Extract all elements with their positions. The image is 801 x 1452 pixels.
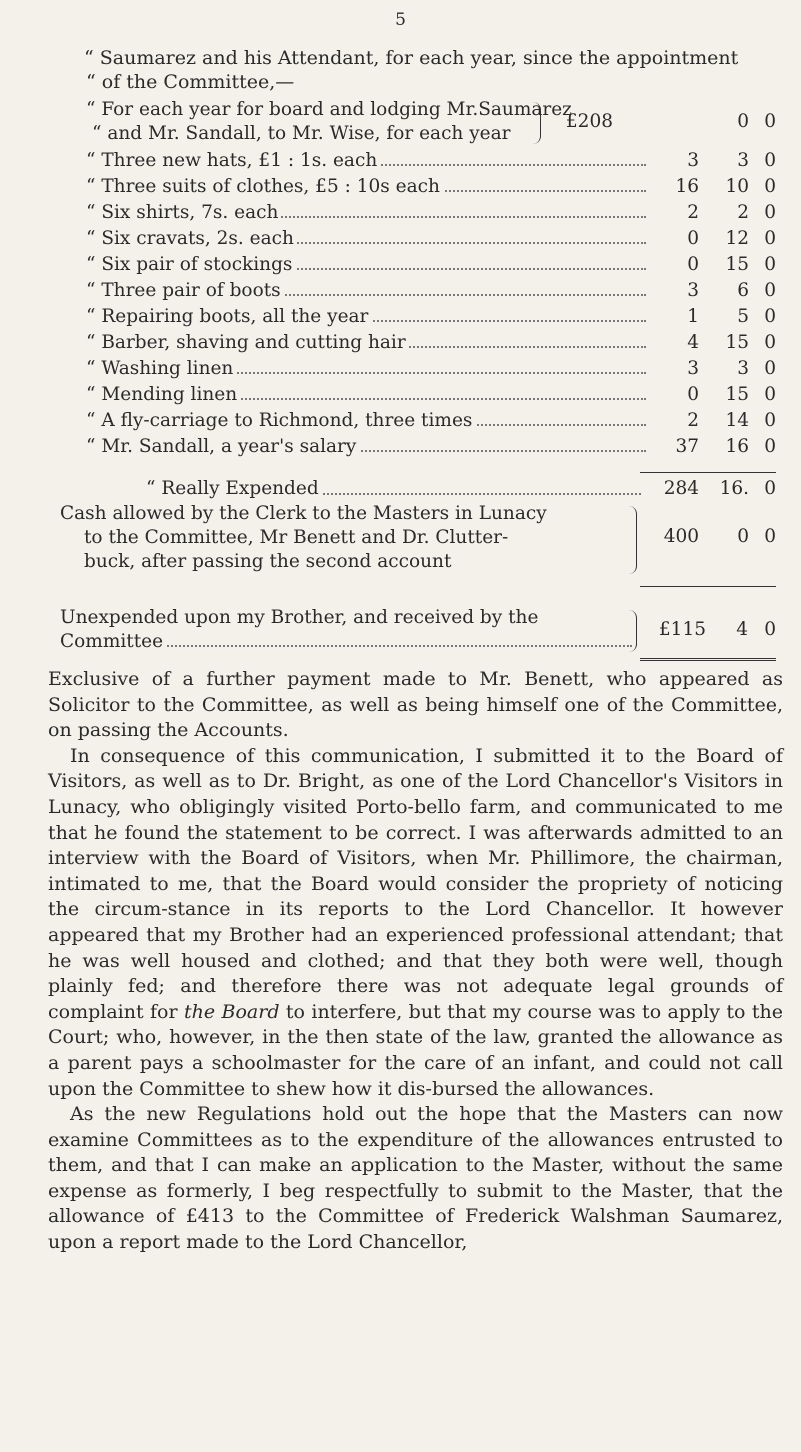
expense-label: “ Six pair of stockings	[86, 254, 295, 275]
expense-pounds: 0	[687, 254, 699, 275]
expense-label: “ Barber, shaving and cutting hair	[86, 332, 409, 353]
expense-shillings: 15	[725, 384, 749, 405]
final-double-rule	[640, 658, 776, 661]
paragraph-2-emphasis: the Board	[183, 1000, 280, 1023]
expense-label: “ A fly-carriage to Richmond, three times	[86, 410, 475, 431]
expense-shillings: 3	[737, 150, 749, 171]
paragraph-2-part-b: to interfere, but that my course was to apply to the Court; who, however, in the then state of the law, granted the allowance as a parent pays a schoolmaster for the care of an infant, and could not call upon the Committee to shew how it dis-bursed the allowances.	[48, 1000, 783, 1100]
expense-row	[86, 226, 776, 252]
unexpended-line-1: Unexpended upon my Brother, and received by the	[60, 607, 539, 628]
expense-pounds: 37	[675, 436, 699, 457]
expense-label: “ Washing linen	[86, 358, 236, 379]
expense-label: “ Mending linen	[86, 384, 240, 405]
expense-pence: 0	[764, 202, 776, 223]
expense-pounds: 2	[687, 202, 699, 223]
paragraph-1: Exclusive of a further payment made to Mr. Benett, who appeared as Solicitor to the Committee, as well as being himself one of the Committee, on passing the Accounts.	[48, 668, 783, 742]
expense-label: “ Three pair of boots	[86, 280, 284, 301]
expense-pence: 0	[764, 280, 776, 301]
expense-row	[86, 252, 776, 278]
expense-row	[86, 278, 776, 304]
board-item-pounds: £208	[565, 111, 613, 132]
intro-line-1: “ Saumarez and his Attendant, for each year, since the appointment	[84, 47, 739, 69]
expense-shillings: 3	[737, 358, 749, 379]
expense-label: “ Mr. Sandall, a year's salary	[86, 436, 359, 457]
unexpended-line-2: Committee	[60, 631, 166, 652]
board-item-shillings: 0	[737, 111, 749, 132]
paragraph-3: As the new Regulations hold out the hope that the Masters can now examine Committees as to the expenditure of the allowances entrusted to them, and that I can make an application to the Master, without the same expense as formerly, I beg respectfully to submit to the Master, that the allowance of £413 to the Committee of Frederick Walshman Saumarez, upon a report made to the Lord Chancellor,	[48, 1103, 783, 1254]
cash-allowed-line-2: to the Committee, Mr Benett and Dr. Clutter-	[84, 527, 509, 548]
expense-shillings: 12	[725, 228, 749, 249]
really-expended-shillings: 16.	[719, 478, 749, 499]
expense-pence: 0	[764, 332, 776, 353]
expense-row	[86, 356, 776, 382]
expense-label: “ Six cravats, 2s. each	[86, 228, 297, 249]
expense-pounds: 4	[687, 332, 699, 353]
board-item-line-2: “ and Mr. Sandall, to Mr. Wise, for each year	[92, 123, 511, 144]
intro-line-2: “ of the Committee,—	[86, 71, 295, 93]
really-expended-pounds: 284	[663, 478, 699, 499]
expense-pounds: 1	[687, 306, 699, 327]
expense-row	[86, 148, 776, 174]
expense-row	[86, 200, 776, 226]
cash-allowed-pounds: 400	[663, 526, 699, 547]
expense-shillings: 14	[725, 410, 749, 431]
really-expended-row	[86, 475, 776, 503]
board-item-line-1: “ For each year for board and lodging Mr.Saumarez	[86, 99, 572, 120]
expense-pence: 0	[764, 436, 776, 457]
unexpended-shillings: 4	[736, 619, 748, 640]
expense-row	[86, 408, 776, 434]
expense-shillings: 6	[737, 280, 749, 301]
expense-shillings: 10	[725, 176, 749, 197]
expense-label: “ Six shirts, 7s. each	[86, 202, 281, 223]
expense-pence: 0	[764, 410, 776, 431]
expense-pence: 0	[764, 150, 776, 171]
expense-label: “ Three new hats, £1 : 1s. each	[86, 150, 380, 171]
cash-allowed-line-1: Cash allowed by the Clerk to the Masters in Lunacy	[60, 503, 547, 524]
expense-row	[86, 382, 776, 408]
brace	[628, 506, 637, 574]
unexpended-line-2-wrap	[60, 630, 632, 654]
unexpended-pounds: £115	[658, 619, 706, 640]
expense-pounds: 0	[687, 228, 699, 249]
expense-shillings: 16	[725, 436, 749, 457]
expense-pounds: 3	[687, 150, 699, 171]
expense-pounds: 2	[687, 410, 699, 431]
expense-pence: 0	[764, 176, 776, 197]
paragraph-2	[48, 744, 783, 1102]
total-rule	[640, 472, 776, 473]
body-text	[48, 667, 783, 1256]
expense-pence: 0	[764, 358, 776, 379]
paragraph-2-part-a: In consequence of this communication, I submitted it to the Board of Visitors, as well as to Dr. Bright, as one of the Lord Chancellor's Visitors in Lunacy, who obligingly visited Porto-bello farm, and communicated to me that he found the statement to be correct. I was afterwards admitted to an interview with the Board of Visitors, when Mr. Phillimore, the chairman, intimated to me, that the Board would consider the propriety of noticing the circum-stance in its reports to the Lord Chancellor. It however appeared that my Brother had an experienced professional attendant; that he was well housed and clothed; and that they both were well, though plainly fed; and therefore there was not adequate legal grounds of complaint for	[48, 744, 783, 1023]
really-expended-pence: 0	[764, 478, 776, 499]
cash-allowed-line-3: buck, after passing the second account	[84, 551, 452, 572]
brace	[532, 102, 541, 144]
board-item-pence: 0	[764, 111, 776, 132]
expense-label: “ Repairing boots, all the year	[86, 306, 371, 327]
unexpended-pence: 0	[764, 619, 776, 640]
expense-row	[86, 330, 776, 356]
expense-shillings: 15	[725, 332, 749, 353]
expense-pounds: 0	[687, 384, 699, 405]
really-expended-label: “ Really Expended	[146, 478, 322, 499]
expense-row	[86, 304, 776, 330]
expense-row	[86, 174, 776, 200]
page-number: 5	[395, 10, 406, 30]
subtotal-rule	[640, 586, 776, 587]
expense-pence: 0	[764, 228, 776, 249]
expense-pence: 0	[764, 254, 776, 275]
expense-list	[86, 148, 776, 468]
expense-pounds: 16	[675, 176, 699, 197]
cash-allowed-pence: 0	[764, 526, 776, 547]
expense-shillings: 2	[737, 202, 749, 223]
expense-shillings: 5	[737, 306, 749, 327]
expense-row	[86, 434, 776, 460]
expense-pence: 0	[764, 306, 776, 327]
expense-pence: 0	[764, 384, 776, 405]
expense-label: “ Three suits of clothes, £5 : 10s each	[86, 176, 443, 197]
expense-pounds: 3	[687, 280, 699, 301]
cash-allowed-shillings: 0	[737, 526, 749, 547]
expense-shillings: 15	[725, 254, 749, 275]
expense-pounds: 3	[687, 358, 699, 379]
